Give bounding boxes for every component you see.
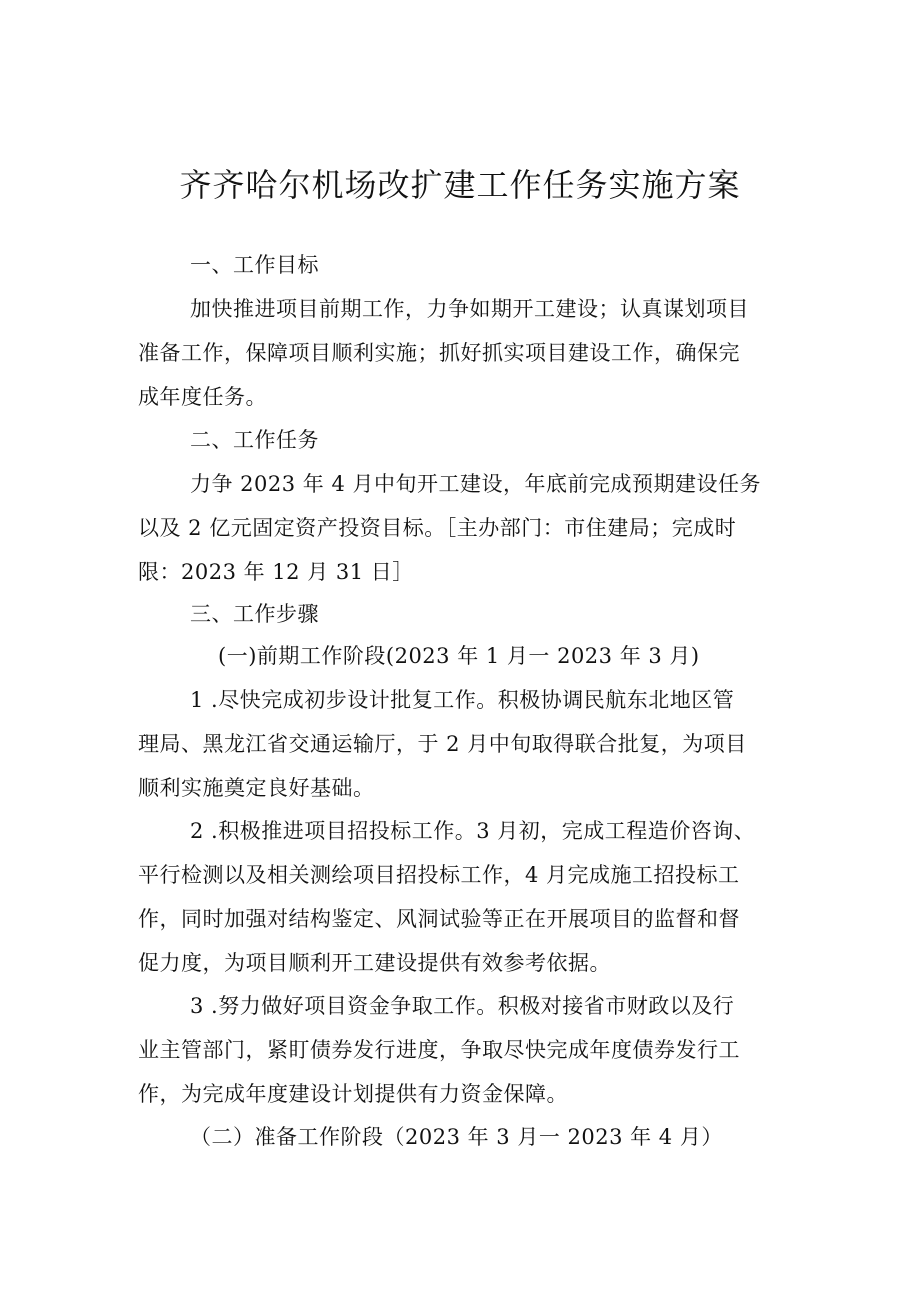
list-item-line: 业主管部门，紧盯债券发行进度，争取尽快完成年度债券发行工 [138,1038,740,1062]
section-heading-goals: 一、工作目标 [190,253,319,277]
paragraph-line: 力争 2023 年 4 月中旬开工建设，年底前完成预期建设任务 [190,472,762,496]
list-item-line: 1 .尽快完成初步设计批复工作。积极协调民航东北地区管 [190,688,735,712]
section-heading-tasks: 二、工作任务 [190,428,319,452]
paragraph-line: 限：2023 年 12 月 31 日］ [138,560,414,584]
list-item-line: 作，为完成年度建设计划提供有力资金保障。 [138,1082,568,1106]
list-item-line: 平行检测以及相关测绘项目招投标工作，4 月完成施工招投标工 [138,863,740,887]
stage-heading-preliminary: (一)前期工作阶段(2023 年 1 月一 2023 年 3 月) [218,644,700,668]
paragraph-line: 加快推进项目前期工作，力争如期开工建设；认真谋划项目 [190,297,749,321]
list-item-line: 理局、黑龙江省交通运输厅，于 2 月中旬取得联合批复，为项目 [138,732,747,756]
list-item-line: 顺利实施奠定良好基础。 [138,776,375,800]
paragraph-line: 准备工作，保障项目顺利实施；抓好抓实项目建设工作，确保完 [138,341,740,365]
list-item-line: 3 .努力做好项目资金争取工作。积极对接省市财政以及行 [190,994,735,1018]
section-heading-steps: 三、工作步骤 [190,602,319,626]
list-item-line: 促力度，为项目顺利开工建设提供有效参考依据。 [138,951,611,975]
list-item-line: 作，同时加强对结构鉴定、风洞试验等正在开展项目的监督和督 [138,907,740,931]
list-item-line: 2 .积极推进项目招投标工作。3 月初，完成工程造价咨询、 [190,819,756,843]
document-title: 齐齐哈尔机场改扩建工作任务实施方案 [179,166,741,204]
stage-heading-preparation: （二）准备工作阶段（2023 年 3 月一 2023 年 4 月） [190,1125,723,1149]
paragraph-line: 成年度任务。 [138,385,267,409]
paragraph-line: 以及 2 亿元固定资产投资目标。［主办部门：市住建局；完成时 [138,516,737,540]
